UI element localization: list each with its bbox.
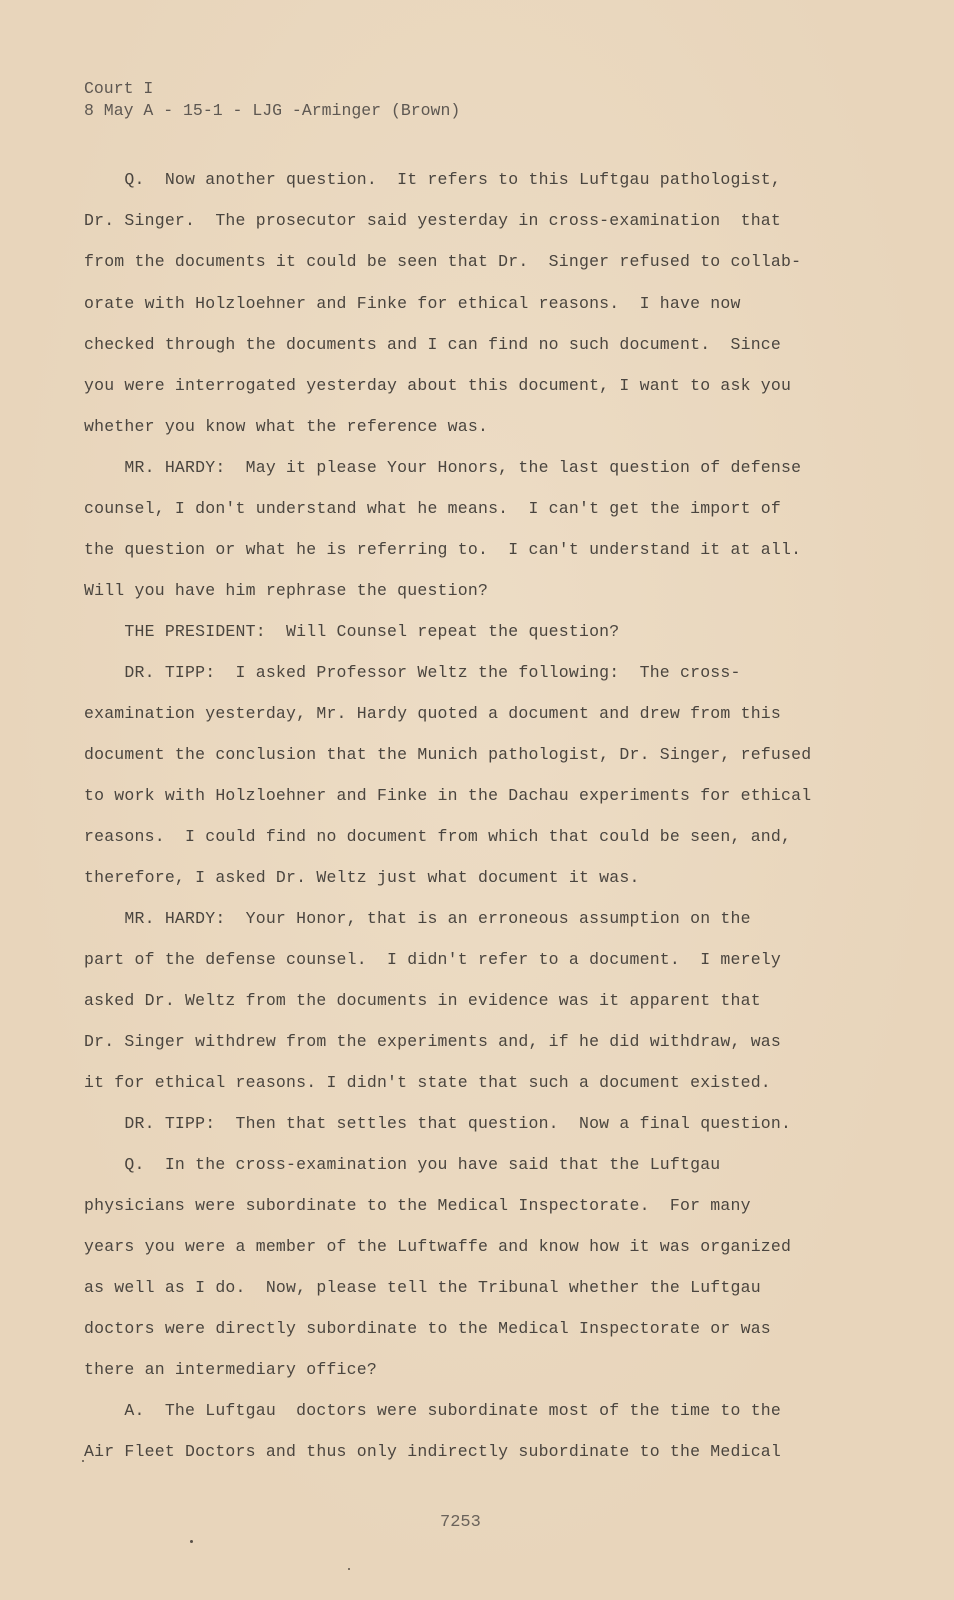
text-line: Air Fleet Doctors and thus only indirectly subordinate to the Medical	[84, 1442, 782, 1461]
ink-speck	[190, 1540, 193, 1543]
text-line: Dr. Singer withdrew from the experiments and, if he did withdraw, was	[84, 1032, 782, 1051]
page-number: 7253	[440, 1513, 481, 1532]
text-line: part of the defense counsel. I didn't refer to a document. I merely	[84, 950, 782, 969]
text-line: as well as I do. Now, please tell the Tribunal whether the Luftgau	[84, 1278, 761, 1297]
text-line: years you were a member of the Luftwaffe and know how it was organized	[84, 1237, 792, 1256]
court-label: Court I	[84, 79, 154, 98]
text-line: Dr. Singer. The prosecutor said yesterday in cross-examination that	[84, 211, 782, 230]
text-line: orate with Holzloehner and Finke for ethical reasons. I have now	[84, 294, 741, 313]
text-line: therefore, I asked Dr. Weltz just what document it was.	[84, 868, 640, 887]
text-line: you were interrogated yesterday about this document, I want to ask you	[84, 376, 792, 395]
ink-speck	[82, 1460, 84, 1462]
text-line: THE PRESIDENT: Will Counsel repeat the question?	[84, 622, 620, 641]
text-line: Q. In the cross-examination you have said that the Luftgau	[84, 1155, 721, 1174]
text-line: doctors were directly subordinate to the Medical Inspectorate or was	[84, 1319, 771, 1338]
text-line: reasons. I could find no document from which that could be seen, and,	[84, 827, 792, 846]
text-line: Will you have him rephrase the question?	[84, 581, 489, 600]
text-line: checked through the documents and I can find no such document. Since	[84, 335, 782, 354]
text-line: whether you know what the reference was.	[84, 417, 489, 436]
text-line: DR. TIPP: I asked Professor Weltz the following: The cross-	[84, 663, 741, 682]
ink-speck	[348, 1568, 350, 1570]
text-line: Q. Now another question. It refers to this Luftgau pathologist,	[84, 170, 782, 189]
text-line: physicians were subordinate to the Medical Inspectorate. For many	[84, 1196, 751, 1215]
transcript-header	[84, 78, 460, 122]
text-line: counsel, I don't understand what he means. I can't get the import of	[84, 499, 782, 518]
text-line: the question or what he is referring to. I can't understand it at all.	[84, 540, 802, 559]
text-line: from the documents it could be seen that Dr. Singer refused to collab-	[84, 252, 802, 271]
text-line: asked Dr. Weltz from the documents in evidence was it apparent that	[84, 991, 761, 1010]
text-line: MR. HARDY: May it please Your Honors, the last question of defense	[84, 458, 802, 477]
text-line: document the conclusion that the Munich pathologist, Dr. Singer, refused	[84, 745, 812, 764]
text-line: A. The Luftgau doctors were subordinate most of the time to the	[84, 1401, 782, 1420]
session-label: 8 May A - 15-1 - LJG -Arminger (Brown)	[84, 101, 461, 120]
text-line: there an intermediary office?	[84, 1360, 377, 1379]
text-line: MR. HARDY: Your Honor, that is an erroneous assumption on the	[84, 909, 751, 928]
text-line: it for ethical reasons. I didn't state that such a document existed.	[84, 1073, 771, 1092]
text-line: DR. TIPP: Then that settles that question. Now a final question.	[84, 1114, 792, 1133]
text-line: to work with Holzloehner and Finke in the Dachau experiments for ethical	[84, 786, 812, 805]
text-line: examination yesterday, Mr. Hardy quoted a document and drew from this	[84, 704, 782, 723]
